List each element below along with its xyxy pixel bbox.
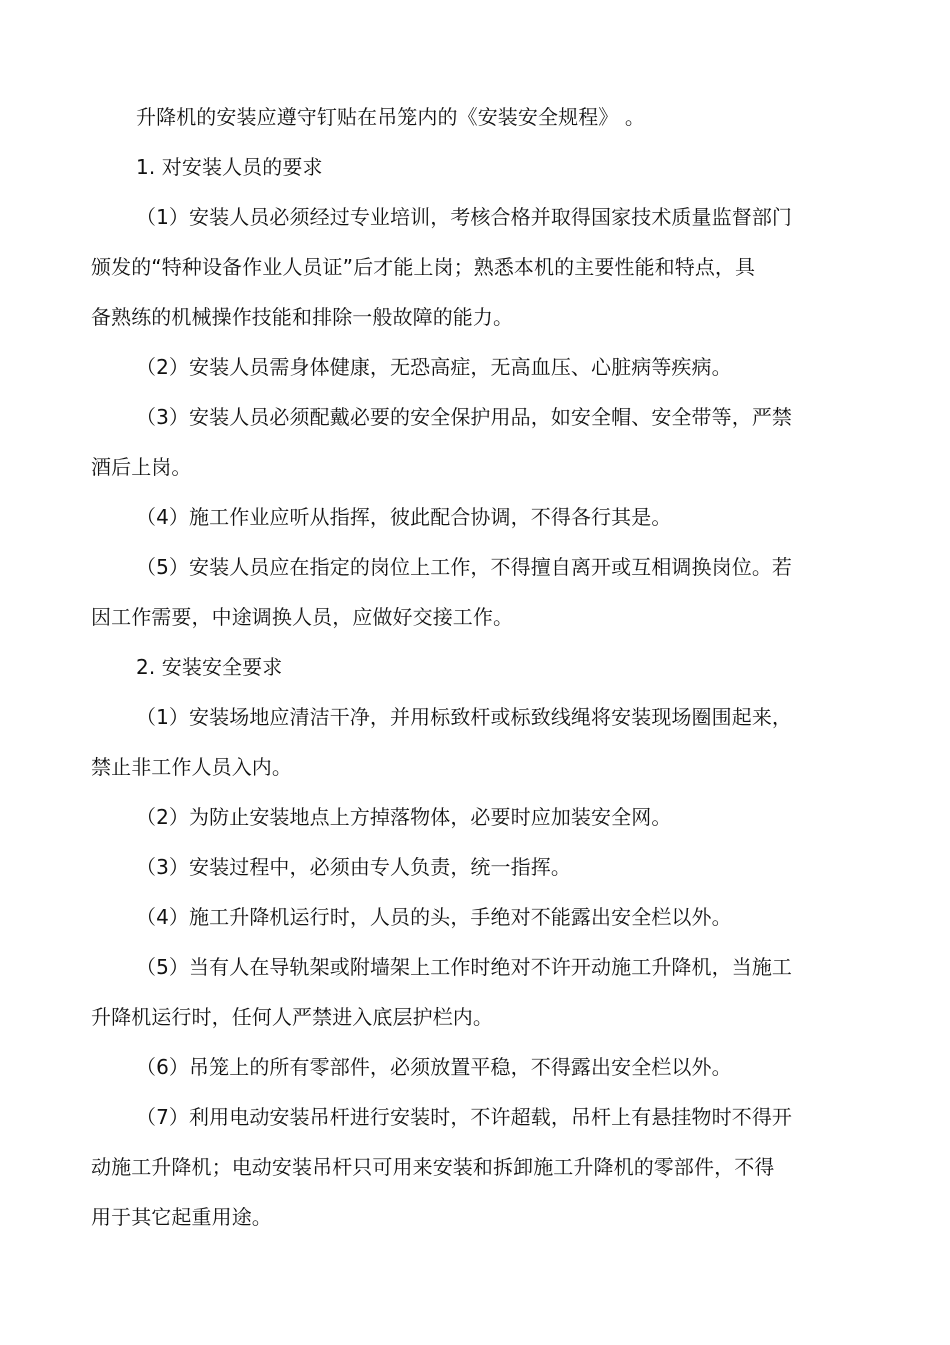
text-line: （3）安装过程中，必须由专人负责，统一指挥。 bbox=[136, 855, 571, 879]
text-line: 禁止非工作人员入内。 bbox=[91, 755, 292, 779]
text-line: （2）安装人员需身体健康，无恐高症，无高血压、心脏病等疾病。 bbox=[136, 355, 732, 379]
text-line: （1）安装场地应清洁干净，并用标致杆或标致线绳将安装现场圈围起来， bbox=[136, 705, 793, 729]
intro-paragraph: 升降机的安装应遵守钉贴在吊笼内的《安装安全规程》 。 bbox=[136, 105, 645, 129]
text-line: （7）利用电动安装吊杆进行安装时，不许超载，吊杆上有悬挂物时不得开 bbox=[136, 1105, 793, 1129]
text-line: 酒后上岗。 bbox=[91, 455, 192, 479]
text-line: 动施工升降机；电动安装吊杆只可用来安装和拆卸施工升降机的零部件，不得 bbox=[91, 1155, 775, 1179]
text-line: 因工作需要，中途调换人员，应做好交接工作。 bbox=[91, 605, 514, 629]
section-heading-1: 1. 对安装人员的要求 bbox=[136, 155, 323, 179]
text-line: （3）安装人员必须配戴必要的安全保护用品，如安全帽、安全带等，严禁 bbox=[136, 405, 793, 429]
text-line: （6）吊笼上的所有零部件，必须放置平稳，不得露出安全栏以外。 bbox=[136, 1055, 732, 1079]
text-line: 用于其它起重用途。 bbox=[91, 1205, 272, 1229]
section-heading-2: 2. 安装安全要求 bbox=[136, 655, 283, 679]
text-line: （2）为防止安装地点上方掉落物体，必要时应加装安全网。 bbox=[136, 805, 672, 829]
text-line: （5）安装人员应在指定的岗位上工作，不得擅自离开或互相调换岗位。若 bbox=[136, 555, 793, 579]
text-line: 升降机运行时，任何人严禁进入底层护栏内。 bbox=[91, 1005, 493, 1029]
text-line: （5）当有人在导轨架或附墙架上工作时绝对不许开动施工升降机，当施工 bbox=[136, 955, 793, 979]
text-line: 备熟练的机械操作技能和排除一般故障的能力。 bbox=[91, 305, 514, 329]
text-line: （4）施工作业应听从指挥，彼此配合协调，不得各行其是。 bbox=[136, 505, 672, 529]
text-line: （1）安装人员必须经过专业培训，考核合格并取得国家技术质量监督部门 bbox=[136, 205, 793, 229]
text-line: （4）施工升降机运行时，人员的头，手绝对不能露出安全栏以外。 bbox=[136, 905, 732, 929]
text-line: 颁发的“特种设备作业人员证”后才能上岗；熟悉本机的主要性能和特点，具 bbox=[91, 255, 756, 279]
